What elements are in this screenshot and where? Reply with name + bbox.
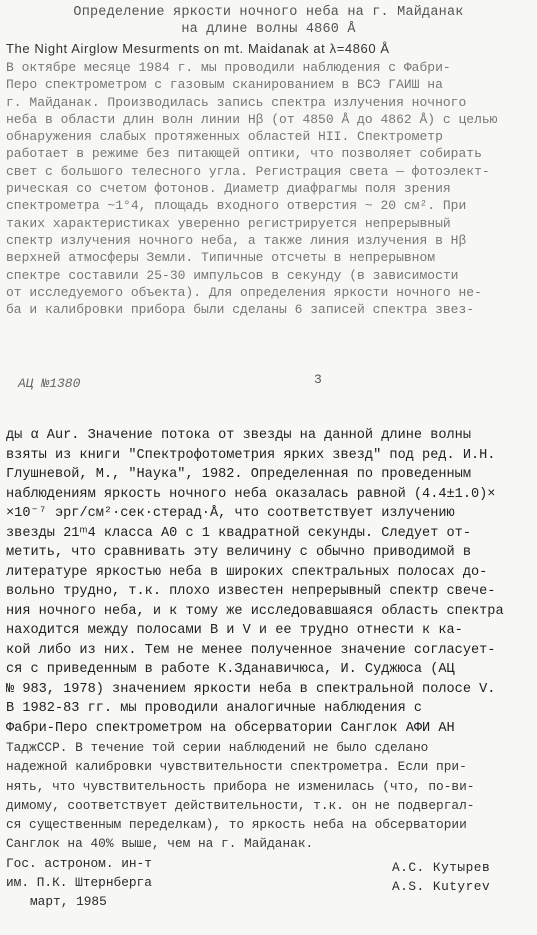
- text-line: нять, что чувствительность прибора не изменилась (что, по-ви-: [6, 778, 475, 794]
- text-line: обнаружения слабых протяженных областей НII. Спектрометр: [6, 129, 443, 145]
- text-line: находится между полосами В и V и ее трудно отнести к ка-: [6, 623, 463, 638]
- page-footer: [6, 372, 531, 396]
- page-number: 3: [314, 372, 322, 387]
- text-line: ×10⁻⁷ эрг/см²·сек·стерад·Å, что соответствует излучению: [6, 506, 455, 521]
- text-line: литературе яркостью неба в широких спектральных полосах до-: [6, 564, 488, 580]
- text-line: Перо спектрометром с газовым сканированием в ВСЭ ГАИШ на: [6, 77, 443, 93]
- paragraph-3: [6, 738, 531, 854]
- paragraph-1: [6, 59, 531, 318]
- text-line: Санглок на 40% выше, чем на г. Майданак.: [6, 836, 314, 852]
- text-line: В 1982-83 гг. мы проводили аналогичные наблюдения с: [6, 701, 423, 716]
- title-russian: [6, 4, 531, 38]
- text-line: надежной калибровки чувствительности спектрометра. Если при-: [6, 759, 467, 775]
- title-english: The Night Airglow Mesurments on mt. Maidanak at λ=4860 Å: [6, 41, 390, 56]
- text-line: рическая со счетом фотонов. Диаметр диафрагмы поля зрения: [6, 181, 451, 197]
- author-name-russian: А.С. Кутырев: [392, 859, 491, 875]
- signature-block: [6, 854, 531, 924]
- main-text: [6, 426, 531, 924]
- text-line: наблюдениям яркость ночного неба оказалась равной (4.4±1.0)×: [6, 486, 496, 502]
- text-line: Фабри-Перо спектрометром на обсерватории Санглок АФИ АН: [6, 720, 455, 736]
- text-line: метить, что сравнивать эту величину с обычно приводимой в: [6, 545, 471, 560]
- author-name-english: A.S. Kutyrev: [392, 878, 491, 894]
- author: [392, 858, 490, 896]
- institution-line-1: Гос. астроном. ин-т: [6, 855, 152, 871]
- title-russian-line-1: Определение яркости ночного неба на г. Майданак: [73, 5, 464, 20]
- affiliation: [6, 854, 152, 911]
- text-line: № 983, 1978) значением яркости неба в спектральной полосе V.: [6, 681, 496, 697]
- text-line: спектрометра ~1°4, площадь входного отверстия ~ 20 см². При: [6, 198, 467, 214]
- archive-code: АЦ №1380: [18, 376, 81, 391]
- text-line: Глушневой, М., "Наука", 1982. Определенная по проведенным: [6, 467, 471, 482]
- text-line: неба в области длин волн линии Hβ (от 4850 Å до 4862 Å) с целью: [6, 111, 498, 127]
- text-line: ся с приведенным в работе К.Зданавичюса, И. Суджюса (АЦ: [6, 662, 455, 677]
- text-line: ТаджССР. В течение той серии наблюдений не было сделано: [6, 740, 429, 755]
- text-line: димому, соответствует действительности, т.к. он не подвергал-: [6, 797, 475, 813]
- text-line: ния ночного неба, и к тому же исследовавшаяся область спектра: [6, 603, 504, 619]
- abstract-top: [6, 4, 531, 404]
- text-line: спектре составили 25-30 импульсов в секунду (в зависимости: [6, 267, 459, 283]
- text-line: ба и калибровки прибора были сделаны 6 записей спектра звез-: [6, 302, 475, 318]
- text-line: от исследуемого объекта). Для определения яркости ночного не-: [6, 284, 482, 300]
- institution-line-2: им. П.К. Штернберга: [6, 874, 152, 890]
- text-line: ды α Aur. Значение потока от звезды на данной длине волны: [6, 428, 471, 443]
- text-line: свет с большого телесного угла. Регистрация света — фотоэлект-: [6, 163, 490, 179]
- text-line: г. Майданак. Производилась запись спектра излучения ночного: [6, 94, 467, 110]
- text-line: работает в режиме без питающей оптики, что позволяет собирать: [6, 146, 482, 162]
- text-line: кой либо из них. Тем не менее полученное значение согласует-: [6, 642, 496, 658]
- text-line: взяты из книги "Спектрофотометрия ярких звезд" под ред. И.Н.: [6, 447, 496, 463]
- text-line: таких характеристиках уверенно регистрируется непрерывный: [6, 215, 451, 231]
- text-line: В октябре месяце 1984 г. мы проводили наблюдения с Фабри-: [6, 60, 451, 75]
- paragraph-2: [6, 426, 531, 738]
- date: март, 1985: [30, 893, 107, 909]
- title-russian-line-2: на длине волны 4860 Å: [181, 22, 356, 37]
- text-line: спектр излучения ночного неба, а также линия излучения в Hβ: [6, 232, 467, 248]
- text-line: ся существенным переделкам), то яркость неба на обсерватории: [6, 817, 467, 833]
- text-line: верхней атмосферы Земли. Типичные отсчеты в непрерывном: [6, 250, 436, 266]
- text-line: звезды 21ᵐ4 класса А0 с 1 квадратной секунды. Следует от-: [6, 525, 471, 541]
- text-line: вольно трудно, т.к. плохо известен непрерывный спектр свече-: [6, 584, 496, 599]
